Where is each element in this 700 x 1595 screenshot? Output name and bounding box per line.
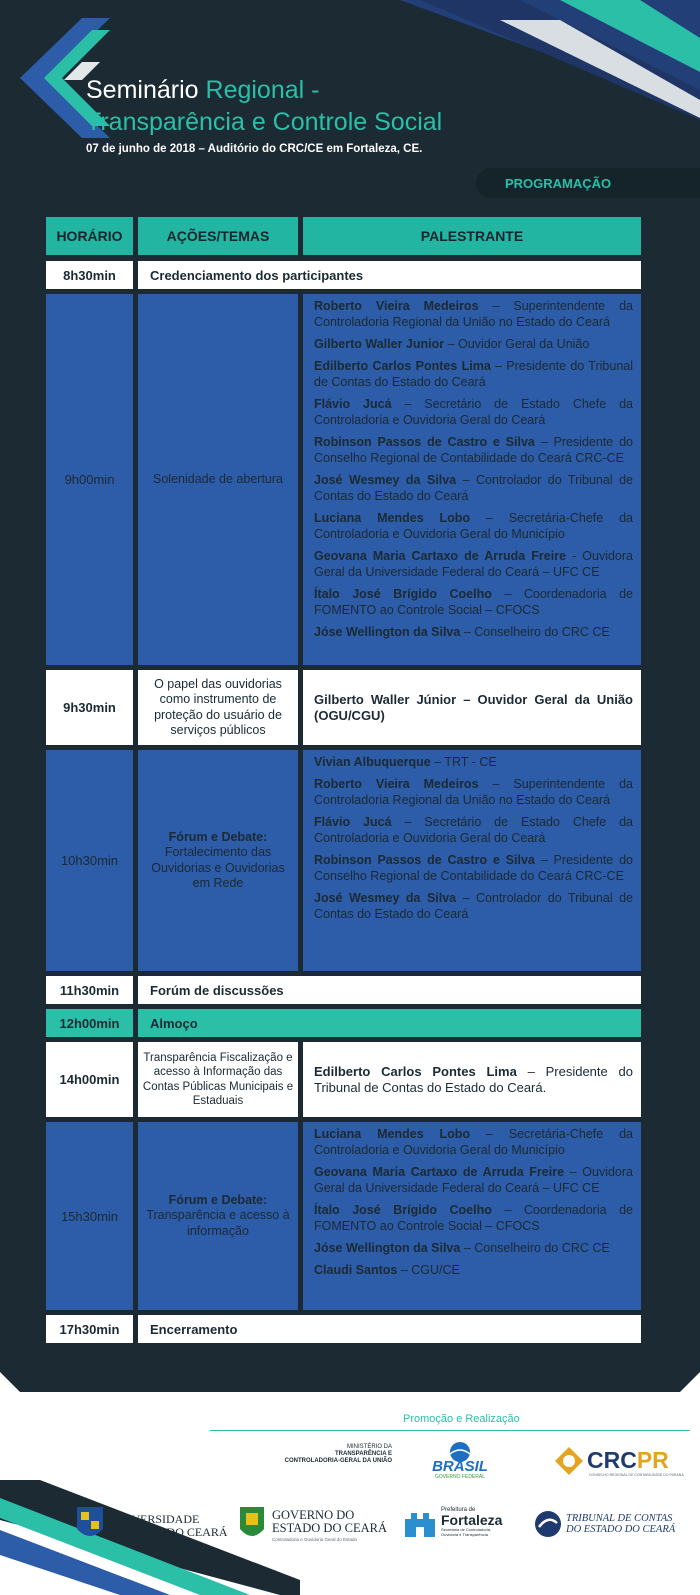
logo-brasil-word: BRASIL [432,1458,488,1475]
brasil-flag-icon [420,1440,500,1480]
logo-fortaleza [403,1505,515,1545]
crcpr-emblem-icon [553,1445,585,1477]
logo-gov-subtitle: Controladoria e Ouvidoria Geral do Estado [272,1537,358,1542]
theme-title: Fórum e Debate: [168,1192,268,1207]
speaker-role: – Conselheiro do CRC CE [460,1241,610,1255]
theme-text: Fortalecimento das Ouvidorias e Ouvidorias em Rede [151,845,285,890]
speaker-name: Edilberto Carlos Pontes Lima [314,359,491,373]
speaker-role: – Coordenadoria de FOMENTO ao Controle Social – CFOCS [314,1203,633,1233]
row-time-1730: 17h30min [46,1315,133,1343]
speaker-entry [314,890,633,922]
title-word-seminario: Seminário [86,76,199,104]
row-time-0830: 8h30min [46,261,133,289]
logo-fortaleza-line4: Ouvidoria e Transparência [441,1532,488,1537]
logo-tce-line1: TRIBUNAL DE CONTAS [566,1513,673,1524]
speaker-role: – Conselheiro do CRC CE [460,625,610,639]
title-line-2: Transparência e Controle Social [86,108,443,136]
speaker-role: – Presidente do Tribunal de Contas do Estado do Ceará [314,359,633,389]
logo-ufc-line2: FEDERAL DO CEARÁ [110,1525,228,1539]
speaker-role: – Controlador do Tribunal de Contas do Estado do Ceará [314,473,633,503]
logo-cgu-line3: CONTROLADORIA-GERAL DA UNIÃO [284,1458,392,1464]
speaker-role: – CGU/CE [397,1263,460,1277]
row-text-forum-discussoes: Forúm de discussões [138,976,641,1004]
row-time-0930: 9h30min [46,670,133,745]
speaker-name: Flávio Jucá [314,397,392,411]
speaker-role: – Ouvidor Geral da União [444,337,590,351]
speaker-name: Roberto Vieira Medeiros [314,299,479,313]
speaker-entry [314,336,633,352]
tce-emblem-icon [534,1510,562,1538]
row-time-1030: 10h30min [46,750,133,971]
speaker-role: – Secretário de Estado Chefe da Controladoria e Ouvidoria Geral do Ceará [314,397,633,427]
speaker-name: José Wesmey da Silva [314,473,457,487]
ceara-coat-of-arms-icon [237,1503,267,1543]
speaker-entry [314,1126,633,1158]
speaker-entry [314,1164,633,1196]
speaker-entry [314,852,633,884]
column-header-time: HORÁRIO [46,217,133,255]
logo-cgu-text [285,1444,392,1465]
speaker-entry [314,586,633,618]
logo-cgu-line1: MINISTÉRIO DA [346,1444,392,1450]
speaker-role: – Ouvidora Geral da Universidade Federal do Ceará – UFC CE [314,1165,633,1195]
speaker-role: – Presidente do Conselho Regional de Contabilidade do Ceará CRC-CE [314,853,633,883]
row-speakers-0900 [303,294,641,665]
logo-crcpr-tagline: CONSELHO REGIONAL DE CONTABILIDADE DO PARANÁ [589,1473,684,1477]
speaker-role: – Presidente do Conselho Regional de Contabilidade do Ceará CRC-CE [314,435,633,465]
speaker-entry [314,624,633,640]
speaker-name: Edilberto Carlos Pontes Lima [314,1063,517,1079]
speaker-name: Vivian Albuquerque [314,755,431,769]
speaker-entry [314,1202,633,1234]
row-time-1130: 11h30min [46,976,133,1004]
speaker-entry [314,548,633,580]
logo-brasil-tagline: GOVERNO FEDERAL [434,1474,486,1480]
column-header-theme: AÇÕES/TEMAS [138,217,298,255]
speaker-name: Robinson Passos de Castro e Silva [314,853,535,867]
logo-ufc-line1: UNIVERSIDADE [110,1512,200,1526]
speaker-role: – Superintendente da Controladoria Regional da União no Estado do Ceará [314,777,633,807]
speaker-name: Jóse Wellington da Silva [314,625,461,639]
ufc-shield-icon [75,1505,105,1543]
row-time-1400: 14h00min [46,1042,133,1117]
speaker-entry [314,298,633,330]
column-header-speaker: PALESTRANTE [303,217,641,255]
speaker-name: Jóse Wellington da Silva [314,1241,461,1255]
speaker-role: – Presidente do Tribunal de Contas do Estado do Ceará. [314,1063,633,1095]
speaker-role: - Ouvidora Geral da Universidade Federal do Ceará – UFC CE [314,549,633,579]
speaker-name: José Wesmey da Silva [314,891,457,905]
footer-divider [210,1430,690,1431]
speaker-name: Claudi Santos [314,1263,398,1277]
row-speakers-1530 [303,1122,641,1310]
speaker-entry [314,692,633,724]
logo-cgu [284,1440,500,1480]
speaker-name: Ítalo José Brígido Coelho [314,587,492,601]
speaker-entry [314,1262,633,1278]
logo-tce-line2: DO ESTADO DO CEARÁ [566,1524,676,1535]
logo-tce [534,1510,684,1542]
speaker-entry [314,814,633,846]
bottom-edge-decoration [0,1352,700,1397]
speaker-name: Flávio Jucá [314,815,392,829]
logo-fortaleza-line1: Prefeitura de [441,1507,476,1513]
speaker-name: Roberto Vieira Medeiros [314,777,479,791]
footer-title: Promoção e Realização [403,1413,520,1425]
speaker-name: Geovana Maria Cartaxo de Arruda Freire [314,1165,565,1179]
speaker-entry [314,510,633,542]
theme-text: Transparência e acesso à informação [146,1208,290,1238]
fortaleza-emblem-icon [403,1509,437,1541]
speaker-role: – Secretário de Estado Chefe da Controladoria e Ouvidoria Geral do Ceará [314,815,633,845]
speaker-entry [314,472,633,504]
logo-fortaleza-line3: Secretaria de Controladoria, [441,1527,492,1532]
logo-pr-text: PR [636,1447,669,1473]
title-line-1 [86,76,319,105]
speaker-entry [314,434,633,466]
section-label: PROGRAMAÇÃO [505,176,612,191]
row-speakers-1030 [303,750,641,971]
logo-ufc [75,1505,228,1545]
speaker-role: – Secretária-Chefe da Controladoria e Ouvidoria Geral do Município [314,511,634,541]
logo-cgu-line2: TRANSPARÊNCIA E [334,1451,392,1457]
row-text-encerramento: Encerramento [138,1315,641,1343]
speaker-name: Luciana Mendes Lobo [314,511,471,525]
logo-ufc-text [110,1513,228,1539]
row-theme-forum-transparencia [138,1122,298,1310]
speaker-entry [314,358,633,390]
speaker-role: – TRT - CE [430,755,497,769]
row-time-1200: 12h00min [46,1009,133,1037]
speaker-name: Gilberto Waller Júnior [314,691,457,707]
speaker-role: – Coordenadoria de FOMENTO ao Controle Social – CFOCS [314,587,633,617]
speaker-entry [314,1064,633,1096]
logo-crcpr [553,1445,683,1485]
title-word-regional: Regional - [205,76,320,104]
speaker-entry [314,776,633,808]
row-speakers-0930 [303,670,641,745]
speaker-name: Ítalo José Brígido Coelho [314,1203,492,1217]
speaker-name: Gilberto Waller Junior [314,337,445,351]
row-theme-forum-fortalecimento [138,750,298,971]
speaker-entry [314,754,633,770]
logo-gov-text [272,1509,387,1535]
speaker-entry [314,1240,633,1256]
row-theme-ouvidorias: O papel das ouvidorias como instrumento de proteção do usuário de serviços públicos [138,670,298,745]
logo-tce-text [566,1513,675,1535]
speaker-name: Geovana Maria Cartaxo de Arruda Freire [314,549,567,563]
speaker-role: – Ouvidor Geral da União (OGU/CGU) [314,691,633,723]
logo-crc-text: CRC [587,1447,637,1473]
speaker-role: – Superintendente da Controladoria Regional da União no Estado do Ceará [314,299,633,329]
theme-title: Fórum e Debate: [168,829,268,844]
row-time-1530: 15h30min [46,1122,133,1310]
logo-gov-line2: ESTADO DO CEARÁ [272,1521,387,1535]
speaker-role: – Controlador do Tribunal de Contas do Estado do Ceará [314,891,633,921]
logo-crcpr-name [587,1447,669,1474]
row-text-credenciamento: Credenciamento dos participantes [138,261,641,289]
event-date-location: 07 de junho de 2018 – Auditório do CRC/CE em Fortaleza, CE. [86,143,423,155]
logo-fortaleza-line2: Fortaleza [441,1512,503,1528]
row-text-almoco: Almoço [138,1009,641,1037]
speaker-role: – Secretária-Chefe da Controladoria e Ouvidoria Geral do Município [314,1127,634,1157]
logo-governo-ceara [237,1503,387,1548]
speaker-entry [314,396,633,428]
logo-gov-line1: GOVERNO DO [272,1508,355,1522]
row-theme-solenidade: Solenidade de abertura [138,294,298,665]
speaker-name: Robinson Passos de Castro e Silva [314,435,535,449]
row-speakers-1400 [303,1042,641,1117]
row-time-0900: 9h00min [46,294,133,665]
row-theme-transparencia: Transparência Fiscalização e acesso à Informação das Contas Públicas Municipais e Estaduais [138,1042,298,1117]
logo-fortaleza-text [441,1507,502,1537]
speaker-name: Luciana Mendes Lobo [314,1127,471,1141]
